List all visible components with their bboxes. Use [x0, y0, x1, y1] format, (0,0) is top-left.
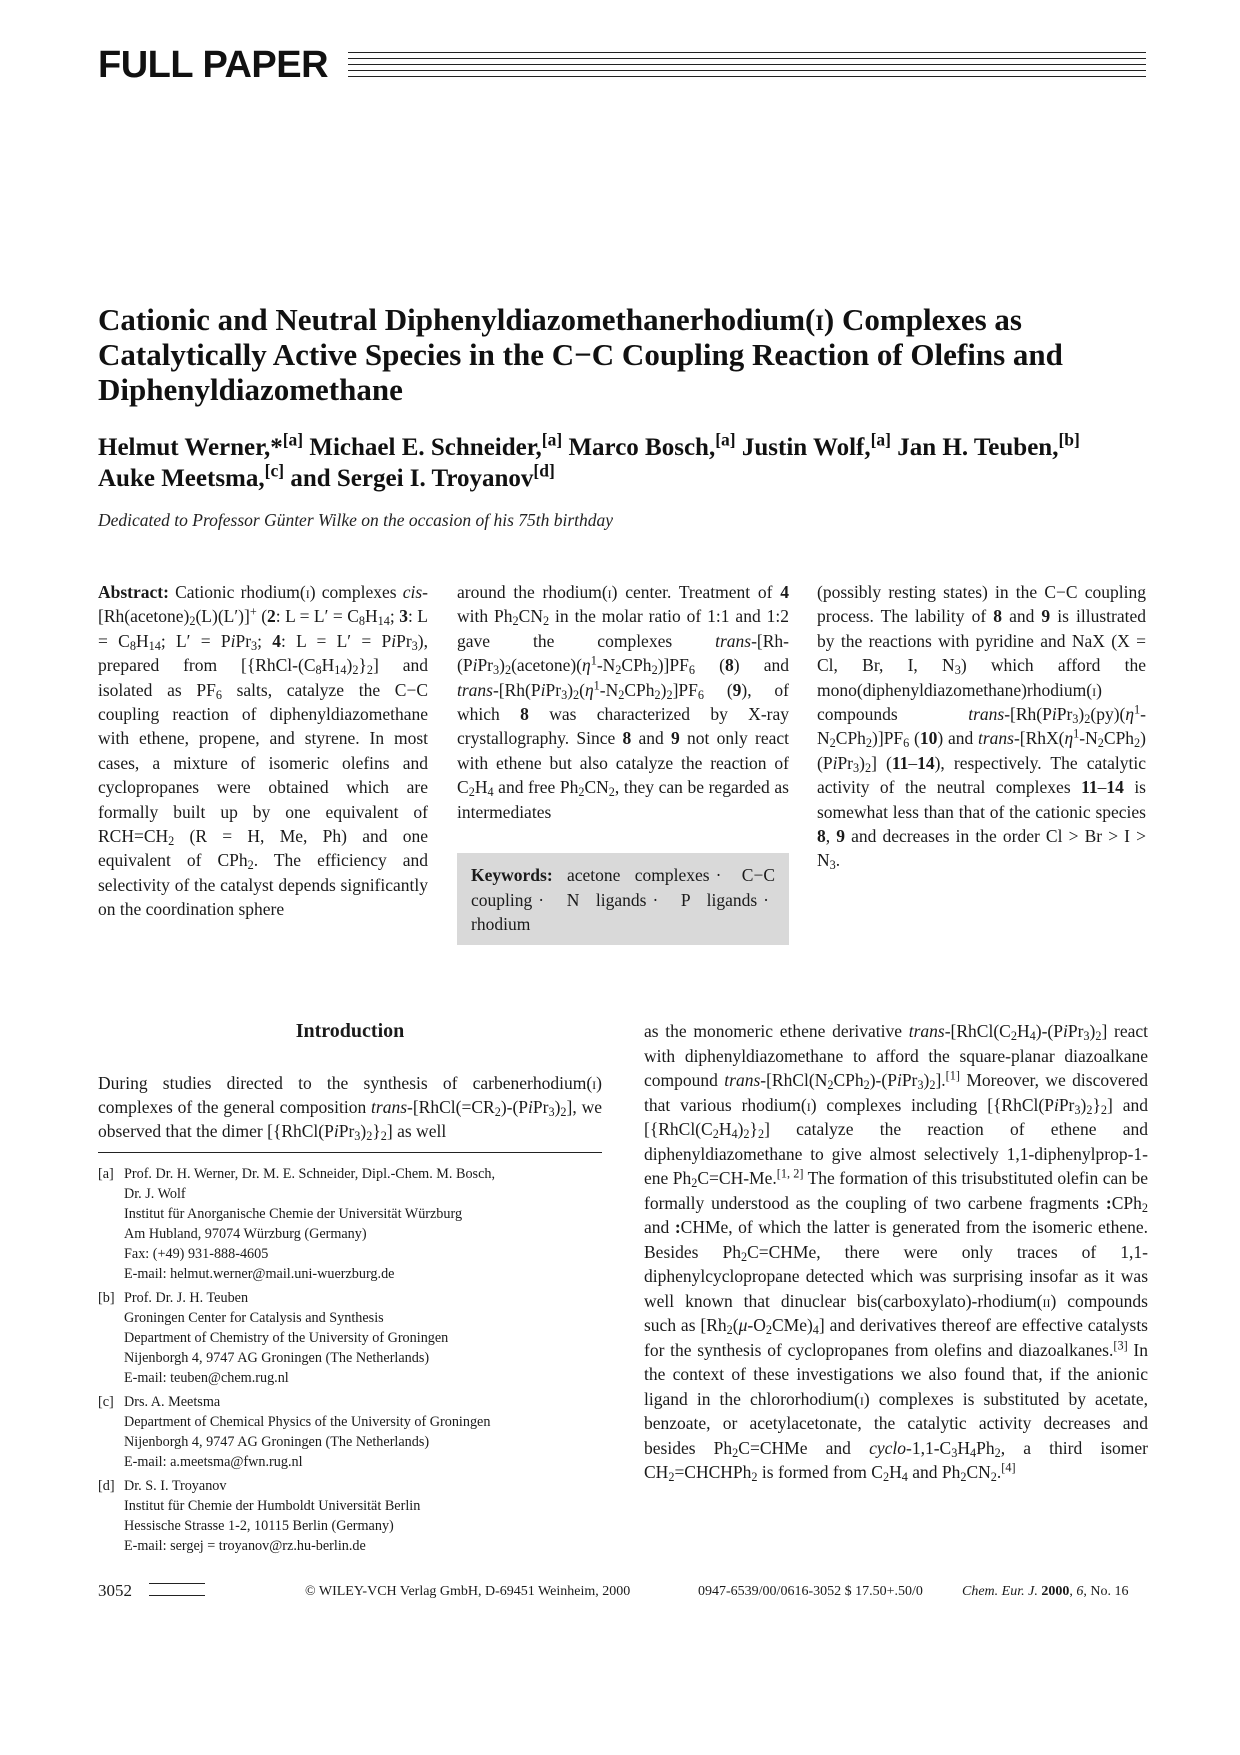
- introduction-text-right: as the monomeric ethene derivative trans-$[RhCl(C_2H_4)-(PiPr_3)_2]$ react with diphenyldiazomethane to afford the square-planar diazoalkane compound trans-$[RhCl(N_2CPh_2)-(PiPr_3)_2].[1]$ Moreover, we discovered that various rhodium(i) complexes including $[\{RhCl(PiPr_3)_2\}_2]$ and $[\{RhCl(C_2H_4)_2\}_2]$ catalyze the reaction of ethene and diphenyldiazomethane to give almost selectively 1,1-diphenylprop-1-ene $Ph_2C=CH-Me.[1, 2]$ The formation of this trisubstituted olefin can be formally understood as the coupling of two carbene fragments :CPh$_2$ and :CHMe, of which the latter is generated from the isomeric ethene. Besides $Ph_2C=CHMe$, there were only traces of 1,1-diphenylcyclopropane detected which was surprising insofar as it was well known that dinuclear bis(carboxylato)-rhodium(ii) compounds such as $[Rh_2(\mu-O_2CMe)_4]$ and derivatives thereof are effective catalysts for the synthesis of cyclopropanes from olefins and diazoalkanes.[3] In the context of these investigations we also found that, if the anionic ligand in the chlororhodium(i) complexes is substituted by acetate, benzoate, or acetylacetonate, the catalytic activity decreases and besides $Ph_2C=CHMe$ and cyclo-$1,1-C_3H_4Ph_2$, a third isomer $CH_2=CHCHPh_2$ is formed from $C_2H_4$ and $Ph_2CN_2.[4]$: [644, 1021, 1149, 1485]
- page-number-rule: [149, 1583, 205, 1584]
- introduction-text-left: During studies directed to the synthesis of carbenerhodium(i) complexes of the general composition trans-$[RhCl(=CR_2)-(PiPr_3)_2]$, we observed that the dimer $[\{RhCl(PiPr_3)_2\}_2]$ as well: [98, 1073, 603, 1144]
- paper-title: Cationic and Neutral Diphenyldiazomethanerhodium(i) Complexes as Catalytically Active Species in the C−C Coupling Reaction of Olefins and Diphenyldiazomethane: [98, 302, 1063, 407]
- footnote-a: [a] Prof. Dr. H. Werner, Dr. M. E. Schneider, Dipl.-Chem. M. Bosch, Dr. J. Wolf Institut für Anorganische Chemie der Universität Würzburg Am Hubland, 97074 Würzburg (Germany) Fax: (+49) 931-888-4605 E-mail: helmut.werner@mail.uni-wuerzburg.de: [98, 1166, 496, 1282]
- journal-citation: Chem. Eur. J. 2000, 6, No. 16: [962, 1584, 1129, 1599]
- keywords-box: Keywords: acetone complexes · C−C coupling · N ligands · P ligands · rhodium: [457, 853, 789, 945]
- page-number: 3052: [98, 1581, 132, 1600]
- keyword: C−C coupling: [471, 865, 775, 910]
- issn-code: 0947-6539/00/0616-3052 $ 17.50+.50/0: [698, 1584, 923, 1599]
- abstract-column-3: (possibly resting states) in the C−C coupling process. The lability of 8 and 9 is illustrated by the reactions with pyridine and NaX (X = Cl, Br, I, $N_3$) which afford the mono(diphenyldiazomethane)rhodium(i) compounds trans-$[Rh(PiPr_3)_2(py)(\eta^1-N_2CPh_2)]PF_6$ (10) and trans-$[RhX(\eta^1-N_2CPh_2)(PiPr_3)_2]$ (11–14), respectively. The catalytic activity of the neutral complexes 11–14 is somewhat less than that of the cationic species 8, 9 and decreases in the order $Cl > Br > I > N_3$.: [817, 582, 1147, 873]
- abstract-column-2: around the rhodium(i) center. Treatment of 4 with $Ph_2CN_2$ in the molar ratio of 1:1 and 1:2 gave the complexes trans-$[Rh-(PiPr_3)_2(acetone)(\eta^1-N_2CPh_2)]PF_6$ (8) and trans-$[Rh(PiPr_3)_2(\eta^1-N_2CPh_2)_2]PF_6$ (9), of which 8 was characterized by X-ray crystallography. Since 8 and 9 not only react with ethene but also catalyze the reaction of $C_2H_4$ and free $Ph_2CN_2$, they can be regarded as intermediates: [457, 582, 790, 822]
- authors-line-1: Helmut Werner,*[a] Michael E. Schneider,[a] Marco Bosch,[a] Justin Wolf,[a] Jan H. Teuben,[b]: [98, 429, 1080, 461]
- dedication: Dedicated to Professor Günter Wilke on the occasion of his 75th birthday: [98, 510, 614, 530]
- footnote-divider: [98, 1152, 602, 1153]
- footnote-c: [c] Drs. A. Meetsma Department of Chemical Physics of the University of Groningen Nijenborgh 4, 9747 AG Groningen (The Netherlands) E-mail: a.meetsma@fwn.rug.nl: [98, 1394, 491, 1470]
- keywords-label: Keywords:: [471, 865, 553, 885]
- keyword: rhodium: [471, 914, 531, 934]
- abstract-label: Abstract:: [98, 582, 169, 602]
- footnote-b: [b] Prof. Dr. J. H. Teuben Groningen Center for Catalysis and Synthesis Department of Chemistry of the University of Groningen Nijenborgh 4, 9747 AG Groningen (The Netherlands) E-mail: teuben@chem.rug.nl: [98, 1290, 449, 1386]
- author-list: [98, 429, 1158, 494]
- copyright-notice: © WILEY-VCH Verlag GmbH, D-69451 Weinheim, 2000: [305, 1584, 631, 1599]
- section-heading: Introduction: [295, 1020, 405, 1042]
- keyword: N ligands: [566, 889, 647, 910]
- header-rules: [348, 52, 1146, 86]
- footnote-d: [d] Dr. S. I. Troyanov Institut für Chemie der Humboldt Universität Berlin Hessische Strasse 1-2, 10115 Berlin (Germany) E-mail: sergej = troyanov@rz.hu-berlin.de: [98, 1478, 421, 1554]
- keyword: acetone complexes: [567, 865, 710, 885]
- authors-line-2: Auke Meetsma,[c] and Sergei I. Troyanov[d]: [98, 460, 555, 492]
- keyword: P ligands: [680, 889, 758, 910]
- section-label: FULL PAPER: [98, 44, 329, 86]
- abstract-column-1: Abstract: Cationic rhodium(i) complexes cis-$[Rh(acetone)_2(L)(L')]^+$ (2: $L = L' = C_8H_{14}$; 3: $L = C_8H_{14}$; L′ = PiPr$_3$; 4: L = L′ = PiPr$_3$), prepared from $[\{RhCl-(C_8H_{14})_2\}_2]$ and isolated as $PF_6$ salts, catalyze the C−C coupling reaction of diphenyldiazomethane with ethene, propene, and styrene. In most cases, a mixture of isomeric olefins and cyclopropanes were obtained which are formally built up by one equivalent of $RCH=CH_2$ (R = H, Me, Ph) and one equivalent of CPh$_2$. The efficiency and selectivity of the catalyst depends significantly on the coordination sphere: [98, 582, 428, 920]
- affiliation-footnotes: [98, 1164, 602, 1560]
- page-number-rule: [149, 1595, 205, 1596]
